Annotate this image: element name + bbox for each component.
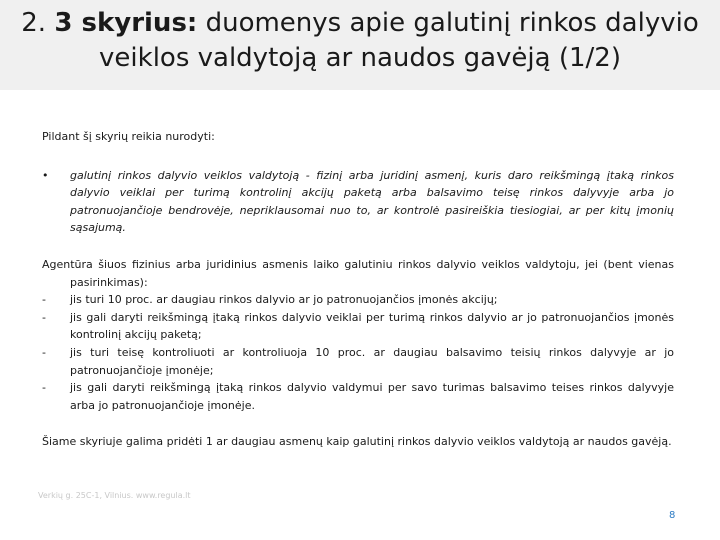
title-prefix: 2. bbox=[21, 8, 55, 38]
bullet-item bbox=[42, 167, 674, 237]
dash-marker: - bbox=[42, 310, 46, 324]
page-number: 8 bbox=[669, 510, 676, 521]
condition-item bbox=[42, 291, 674, 309]
condition-text: jis gali daryti reikšmingą įtaką rinkos dalyvio valdymui per savo turimas balsavimo teises rinkos dalyvyje arba jo patronuojančioje įmonėje. bbox=[70, 381, 674, 412]
bullet-marker: • bbox=[42, 168, 49, 182]
spacer bbox=[42, 237, 674, 256]
slide-title bbox=[0, 6, 720, 76]
intro-text: Pildant šį skyrių reikia nurodyti: bbox=[42, 130, 215, 143]
dash-marker: - bbox=[42, 293, 46, 307]
condition-item bbox=[42, 379, 674, 414]
spacer bbox=[42, 414, 674, 433]
closing-paragraph: Šiame skyriuje galima pridėti 1 ar daugiau asmenų kaip galutinį rinkos dalyvio veiklos valdytoją ar naudos gavėją. bbox=[42, 435, 672, 449]
condition-item bbox=[42, 344, 674, 379]
condition-text: jis turi teisę kontroliuoti ar kontroliuoja 10 proc. ar daugiau balsavimo teisių rinkos dalyvyje ar jo patronuojančioje įmonėje; bbox=[70, 345, 674, 377]
title-rest: duomenys apie galutinį rinkos dalyvio veiklos valdytoją ar naudos gavėją (1/2) bbox=[99, 8, 699, 73]
condition-text: jis gali daryti reikšmingą įtaką rinkos dalyvio veiklai per turimą rinkos dalyvio ar jo patronuojančios įmonės kontrolinį akcijų paketą; bbox=[70, 310, 674, 342]
bullet-text: galutinį rinkos dalyvio veiklos valdytoją - fizinį arba juridinį asmenį, kuris daro reikšmingą įtaką rinkos dalyvio veiklai per turimą kontrolinį akcijų paketą arba balsavimo teisę rinkos dalyvyje arba jo patronuojančioje bendrovėje, nepriklausomai nuo to, ar kontrolė pasireiškia tiesiogiai, ar per kitų įmonių sąsajumą. bbox=[70, 168, 674, 235]
agency-paragraph: Agentūra šiuos fizinius arba juridinius asmenis laiko galutiniu rinkos dalyvio veiklos valdytoju, jei (bent vienas pasirinkimas): bbox=[42, 257, 674, 289]
condition-text: jis turi 10 proc. ar daugiau rinkos dalyvio ar jo patronuojančios įmonės akcijų; bbox=[70, 293, 498, 307]
condition-item bbox=[42, 309, 674, 344]
footer-address: Verkių g. 25C-1, Vilnius. www.regula.lt bbox=[38, 491, 191, 500]
dash-marker: - bbox=[42, 345, 46, 359]
slide-content bbox=[42, 128, 674, 451]
title-bold: 3 skyrius: bbox=[54, 8, 198, 38]
dash-marker: - bbox=[42, 381, 46, 395]
